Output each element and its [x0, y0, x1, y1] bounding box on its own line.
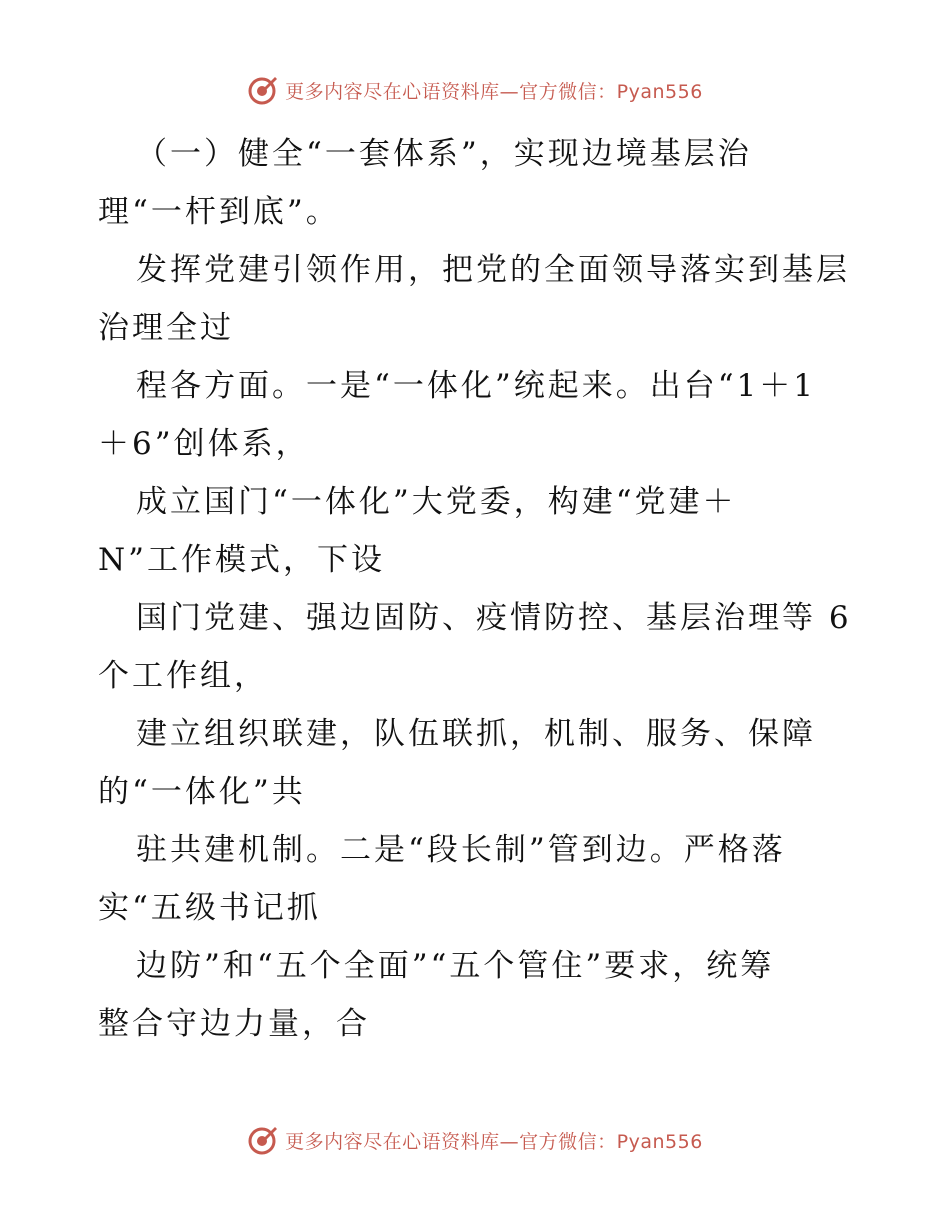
- body-line: ＋6”创体系，: [98, 426, 310, 462]
- body-line: 的“一体化”共: [98, 774, 306, 810]
- body-line: 治理全过: [98, 310, 234, 346]
- footer-banner-text: 更多内容尽在心语资料库—官方微信：Pyan556: [285, 1130, 703, 1153]
- body-line: 成立国门“一体化”大党委，构建“党建＋: [136, 484, 737, 520]
- document-body: [98, 125, 858, 1053]
- body-line: 边防”和“五个全面”“五个管住”要求，统筹: [136, 948, 775, 984]
- quill-seal-icon: [247, 1124, 279, 1156]
- body-line: （一）健全“一套体系”，实现边境基层治: [136, 136, 752, 172]
- body-line: 建立组织联建，队伍联抓，机制、服务、保障: [136, 716, 816, 752]
- footer-banner: [0, 1120, 950, 1160]
- body-line: 发挥党建引领作用，把党的全面领导落实到基层: [136, 252, 850, 288]
- body-line: 程各方面。一是“一体化”统起来。出台“1＋1: [136, 368, 816, 404]
- body-line: 个工作组，: [98, 658, 268, 694]
- body-line: 理“一杆到底”。: [98, 194, 340, 230]
- quill-seal-icon: [247, 74, 279, 106]
- body-line: 国门党建、强边固防、疫情防控、基层治理等 6: [136, 600, 852, 636]
- body-line: N”工作模式，下设: [98, 542, 385, 578]
- header-banner-text: 更多内容尽在心语资料库—官方微信：Pyan556: [285, 80, 703, 103]
- body-line: 实“五级书记抓: [98, 890, 321, 926]
- body-line: 整合守边力量，合: [98, 1006, 370, 1042]
- body-line: 驻共建机制。二是“段长制”管到边。严格落: [136, 832, 786, 868]
- header-banner: [0, 70, 950, 110]
